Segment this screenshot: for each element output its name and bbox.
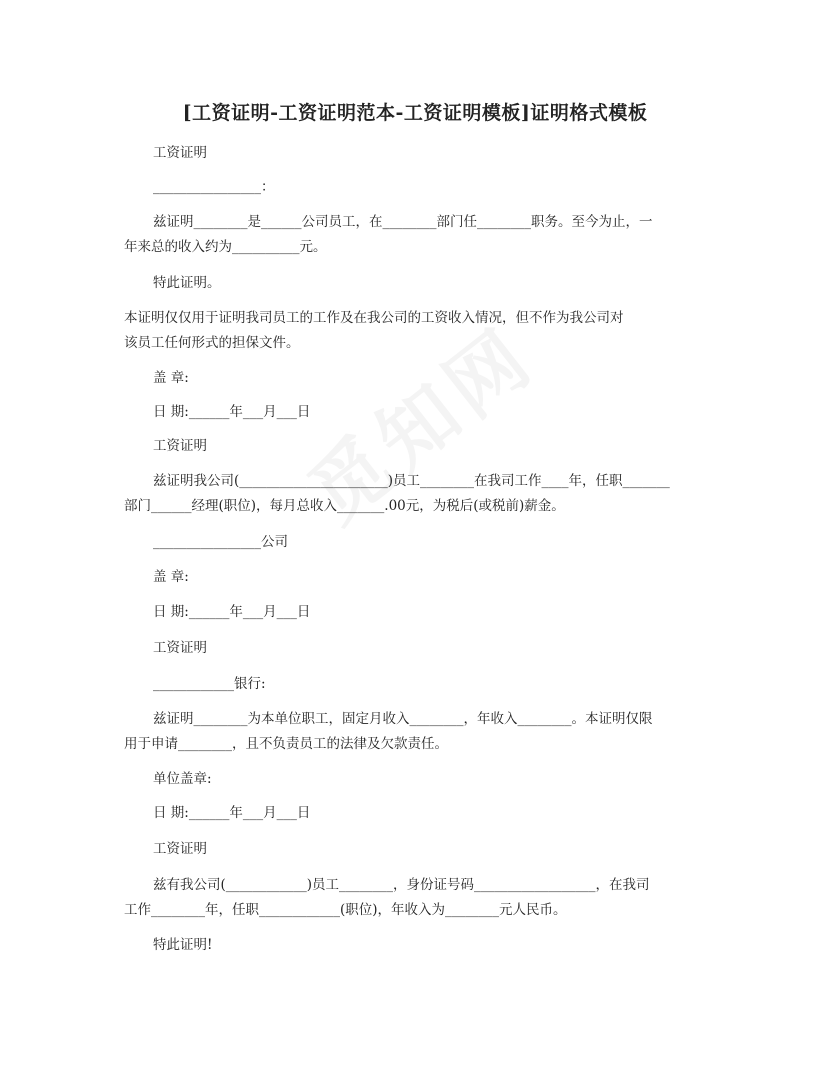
section-4-closing: 特此证明!: [153, 937, 213, 953]
section-2-company: ________________公司: [153, 534, 288, 550]
section-1-note: [124, 306, 709, 356]
section-4-body-line-2: 工作________年，任职____________(职位)，年收入为________元人民币。: [124, 902, 567, 918]
section-3-body-line-2: 用于申请________，且不负责员工的法律及欠款责任。: [124, 736, 448, 752]
section-4-body-line-1: 兹有我公司(____________)员工________，身份证号码__________________，在我司: [153, 877, 650, 893]
section-4-heading: 工资证明: [153, 841, 207, 857]
section-3-body-line-1: 兹证明________为本单位职工，固定月收入________，年收入________。本证明仅限: [153, 711, 653, 727]
section-1-body: [124, 210, 709, 260]
section-1-note-line-1: 本证明仅仅用于证明我司员工的工作及在我公司的工资收入情况，但不作为我公司对: [124, 310, 624, 326]
section-2-date: 日 期:______年___月___日: [153, 604, 311, 620]
section-4-body: [124, 873, 709, 923]
section-3-heading: 工资证明: [153, 640, 207, 656]
section-1-recipient: ________________：: [153, 179, 275, 195]
section-3-body: [124, 707, 709, 757]
section-1-date: 日 期:______年___月___日: [153, 404, 311, 420]
section-2-body-line-2: 部门______经理(职位)，每月总收入_______.00元，为税后(或税前)薪金。: [124, 498, 565, 514]
section-1-note-line-2: 该员工任何形式的担保文件。: [124, 335, 300, 351]
section-2-seal: 盖 章:: [153, 569, 189, 585]
section-3-recipient: ____________银行:: [153, 676, 266, 692]
section-2-heading: 工资证明: [153, 438, 207, 454]
section-1-body-line-2: 年来总的收入约为__________元。: [124, 239, 327, 255]
section-2-body-line-1: 兹证明我公司(______________________)员工________在我司工作____年，任职_______: [153, 473, 670, 489]
section-1-seal: 盖 章:: [153, 370, 189, 386]
section-1-heading: 工资证明: [153, 145, 207, 161]
section-1-closing: 特此证明。: [153, 275, 221, 291]
section-3-seal: 单位盖章:: [153, 771, 212, 787]
section-3-date: 日 期:______年___月___日: [153, 805, 311, 821]
section-1-body-line-1: 兹证明________是______公司员工，在________部门任________职务。至今为止，一: [153, 214, 653, 230]
section-2-body: [124, 469, 709, 519]
document-title: [工资证明-工资证明范本-工资证明模板]证明格式模板: [182, 102, 648, 124]
